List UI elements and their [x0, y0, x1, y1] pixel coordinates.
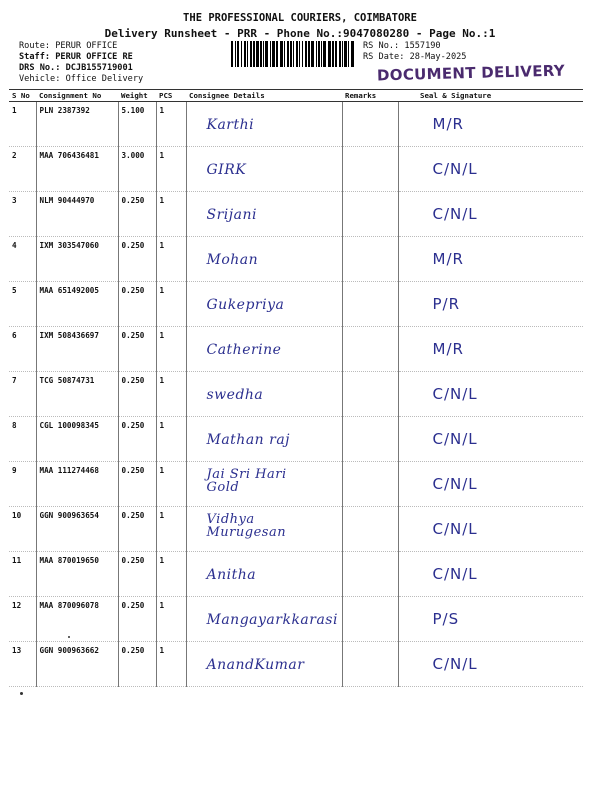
cell-consignment-no: NLM 90444970	[36, 192, 118, 237]
col-header-consignment: Consignment No	[36, 90, 118, 102]
cell-consignment-no: IXM 303547060	[36, 237, 118, 282]
cell-sno: 2	[9, 147, 36, 192]
cell-remarks	[342, 237, 398, 282]
cell-consignment-no: MAA 651492005	[36, 282, 118, 327]
cell-consignee	[186, 642, 342, 687]
cell-seal-signature	[398, 642, 583, 687]
cell-sno: 11	[9, 552, 36, 597]
col-header-remarks: Remarks	[342, 90, 398, 102]
cell-pcs: 1	[156, 282, 186, 327]
table-row	[9, 597, 583, 642]
scan-dot	[68, 636, 70, 638]
table-row	[9, 552, 583, 597]
handwritten-signature-code: M/R	[432, 250, 464, 268]
cell-weight: 0.250	[118, 327, 156, 372]
table-row	[9, 192, 583, 237]
cell-pcs: 1	[156, 192, 186, 237]
rs-date: RS Date: 28-May-2025	[363, 52, 467, 62]
cell-sno: 6	[9, 327, 36, 372]
cell-consignee	[186, 102, 342, 147]
cell-remarks	[342, 552, 398, 597]
company-title: THE PROFESSIONAL COURIERS, COIMBATORE	[183, 12, 417, 24]
col-header-pcs: PCS	[156, 90, 186, 102]
handwritten-signature-code: C/N/L	[432, 205, 478, 223]
cell-consignee	[186, 462, 342, 507]
cell-consignee	[186, 597, 342, 642]
cell-consignment-no: IXM 508436697	[36, 327, 118, 372]
cell-pcs: 1	[156, 147, 186, 192]
cell-consignee	[186, 372, 342, 417]
cell-weight: 0.250	[118, 372, 156, 417]
handwritten-signature-code: C/N/L	[432, 385, 478, 403]
cell-consignment-no: MAA 870096078	[36, 597, 118, 642]
cell-seal-signature	[398, 597, 583, 642]
cell-seal-signature	[398, 192, 583, 237]
cell-consignee	[186, 507, 342, 552]
cell-seal-signature	[398, 102, 583, 147]
handwritten-consignee-name: AnandKumar	[206, 657, 305, 673]
runsheet-subtitle: Delivery Runsheet - PRR - Phone No.:9047080280 - Page No.:1	[104, 27, 496, 40]
cell-seal-signature	[398, 237, 583, 282]
runsheet-meta-left	[19, 41, 143, 85]
cell-sno: 10	[9, 507, 36, 552]
cell-pcs: 1	[156, 237, 186, 282]
vehicle-label: Vehicle: Office Delivery	[19, 74, 144, 84]
cell-remarks	[342, 417, 398, 462]
cell-remarks	[342, 507, 398, 552]
handwritten-signature-code: C/N/L	[432, 160, 478, 178]
handwritten-signature-code: P/R	[432, 295, 461, 313]
handwritten-consignee-name: Jai Sri Hari Gold	[206, 467, 287, 495]
cell-seal-signature	[398, 462, 583, 507]
cell-seal-signature	[398, 372, 583, 417]
cell-sno: 12	[9, 597, 36, 642]
rs-number: RS No.: 1557190	[363, 41, 441, 51]
cell-seal-signature	[398, 507, 583, 552]
cell-remarks	[342, 642, 398, 687]
cell-remarks	[342, 462, 398, 507]
cell-sno: 3	[9, 192, 36, 237]
table-row	[9, 417, 583, 462]
col-header-consignee: Consignee Details	[186, 90, 342, 102]
handwritten-signature-code: C/N/L	[432, 565, 478, 583]
cell-consignee	[186, 237, 342, 282]
cell-sno: 13	[9, 642, 36, 687]
cell-consignment-no: CGL 100098345	[36, 417, 118, 462]
cell-remarks	[342, 192, 398, 237]
barcode	[231, 41, 358, 67]
cell-remarks	[342, 147, 398, 192]
cell-seal-signature	[398, 327, 583, 372]
cell-pcs: 1	[156, 597, 186, 642]
cell-consignee	[186, 327, 342, 372]
cell-sno: 1	[9, 102, 36, 147]
cell-sno: 5	[9, 282, 36, 327]
cell-weight: 0.250	[118, 507, 156, 552]
cell-seal-signature	[398, 147, 583, 192]
cell-consignee	[186, 282, 342, 327]
cell-weight: 0.250	[118, 282, 156, 327]
handwritten-consignee-name: GIRK	[206, 162, 247, 178]
cell-pcs: 1	[156, 507, 186, 552]
table-header-row	[9, 90, 583, 102]
col-header-weight: Weight	[118, 90, 156, 102]
route-label: Route: PERUR OFFICE	[19, 41, 118, 51]
cell-pcs: 1	[156, 462, 186, 507]
cell-consignment-no: PLN 2387392	[36, 102, 118, 147]
document-delivery-stamp: DOCUMENT DELIVERY	[376, 61, 566, 85]
handwritten-signature-code: M/R	[432, 115, 464, 133]
handwritten-consignee-name: Catherine	[206, 342, 282, 358]
cell-remarks	[342, 102, 398, 147]
table-row	[9, 642, 583, 687]
handwritten-consignee-name: swedha	[206, 387, 264, 403]
handwritten-consignee-name: Srijani	[206, 207, 257, 223]
cell-sno: 7	[9, 372, 36, 417]
handwritten-consignee-name: Gukepriya	[206, 297, 285, 313]
handwritten-consignee-name: Vidhya Murugesan	[206, 512, 287, 540]
cell-weight: 0.250	[118, 597, 156, 642]
col-header-sno: S No	[9, 90, 36, 102]
cell-consignment-no: GGN 900963662	[36, 642, 118, 687]
cell-consignee	[186, 192, 342, 237]
handwritten-signature-code: P/S	[432, 610, 460, 628]
table-row	[9, 327, 583, 372]
cell-remarks	[342, 282, 398, 327]
scan-dot	[20, 692, 23, 695]
drs-label: DRS No.: DCJB155719001	[19, 63, 133, 73]
runsheet-meta-right	[363, 41, 466, 63]
handwritten-consignee-name: Anitha	[206, 567, 257, 583]
cell-weight: 3.000	[118, 147, 156, 192]
cell-weight: 0.250	[118, 642, 156, 687]
handwritten-signature-code: C/N/L	[432, 520, 478, 538]
consignment-table	[9, 89, 583, 687]
cell-remarks	[342, 597, 398, 642]
handwritten-consignee-name: Mangayarkkarasi	[206, 612, 338, 628]
handwritten-consignee-name: Mathan raj	[206, 432, 291, 448]
cell-seal-signature	[398, 282, 583, 327]
cell-consignee	[186, 147, 342, 192]
cell-weight: 5.100	[118, 102, 156, 147]
cell-remarks	[342, 372, 398, 417]
cell-seal-signature	[398, 417, 583, 462]
handwritten-signature-code: C/N/L	[432, 430, 478, 448]
table-row	[9, 372, 583, 417]
cell-weight: 0.250	[118, 552, 156, 597]
cell-consignment-no: MAA 706436481	[36, 147, 118, 192]
col-header-signature: Seal & Signature	[398, 90, 583, 102]
cell-consignment-no: TCG 50874731	[36, 372, 118, 417]
cell-pcs: 1	[156, 327, 186, 372]
cell-consignment-no: MAA 870019650	[36, 552, 118, 597]
table-row	[9, 237, 583, 282]
cell-sno: 9	[9, 462, 36, 507]
handwritten-signature-code: C/N/L	[432, 655, 478, 673]
table-row	[9, 102, 583, 147]
table-row	[9, 282, 583, 327]
cell-sno: 8	[9, 417, 36, 462]
cell-consignee	[186, 417, 342, 462]
cell-remarks	[342, 327, 398, 372]
cell-weight: 0.250	[118, 417, 156, 462]
cell-pcs: 1	[156, 642, 186, 687]
cell-weight: 0.250	[118, 462, 156, 507]
cell-pcs: 1	[156, 417, 186, 462]
handwritten-signature-code: M/R	[432, 340, 464, 358]
staff-label: Staff: PERUR OFFICE RE	[19, 52, 133, 62]
handwritten-consignee-name: Mohan	[206, 252, 259, 268]
cell-sno: 4	[9, 237, 36, 282]
cell-consignment-no: MAA 111274468	[36, 462, 118, 507]
table-row	[9, 462, 583, 507]
cell-pcs: 1	[156, 372, 186, 417]
cell-weight: 0.250	[118, 237, 156, 282]
handwritten-signature-code: C/N/L	[432, 475, 478, 493]
cell-pcs: 1	[156, 552, 186, 597]
cell-consignee	[186, 552, 342, 597]
cell-seal-signature	[398, 552, 583, 597]
table-row	[9, 507, 583, 552]
cell-pcs: 1	[156, 102, 186, 147]
table-row	[9, 147, 583, 192]
cell-weight: 0.250	[118, 192, 156, 237]
cell-consignment-no: GGN 900963654	[36, 507, 118, 552]
handwritten-consignee-name: Karthi	[206, 117, 255, 133]
